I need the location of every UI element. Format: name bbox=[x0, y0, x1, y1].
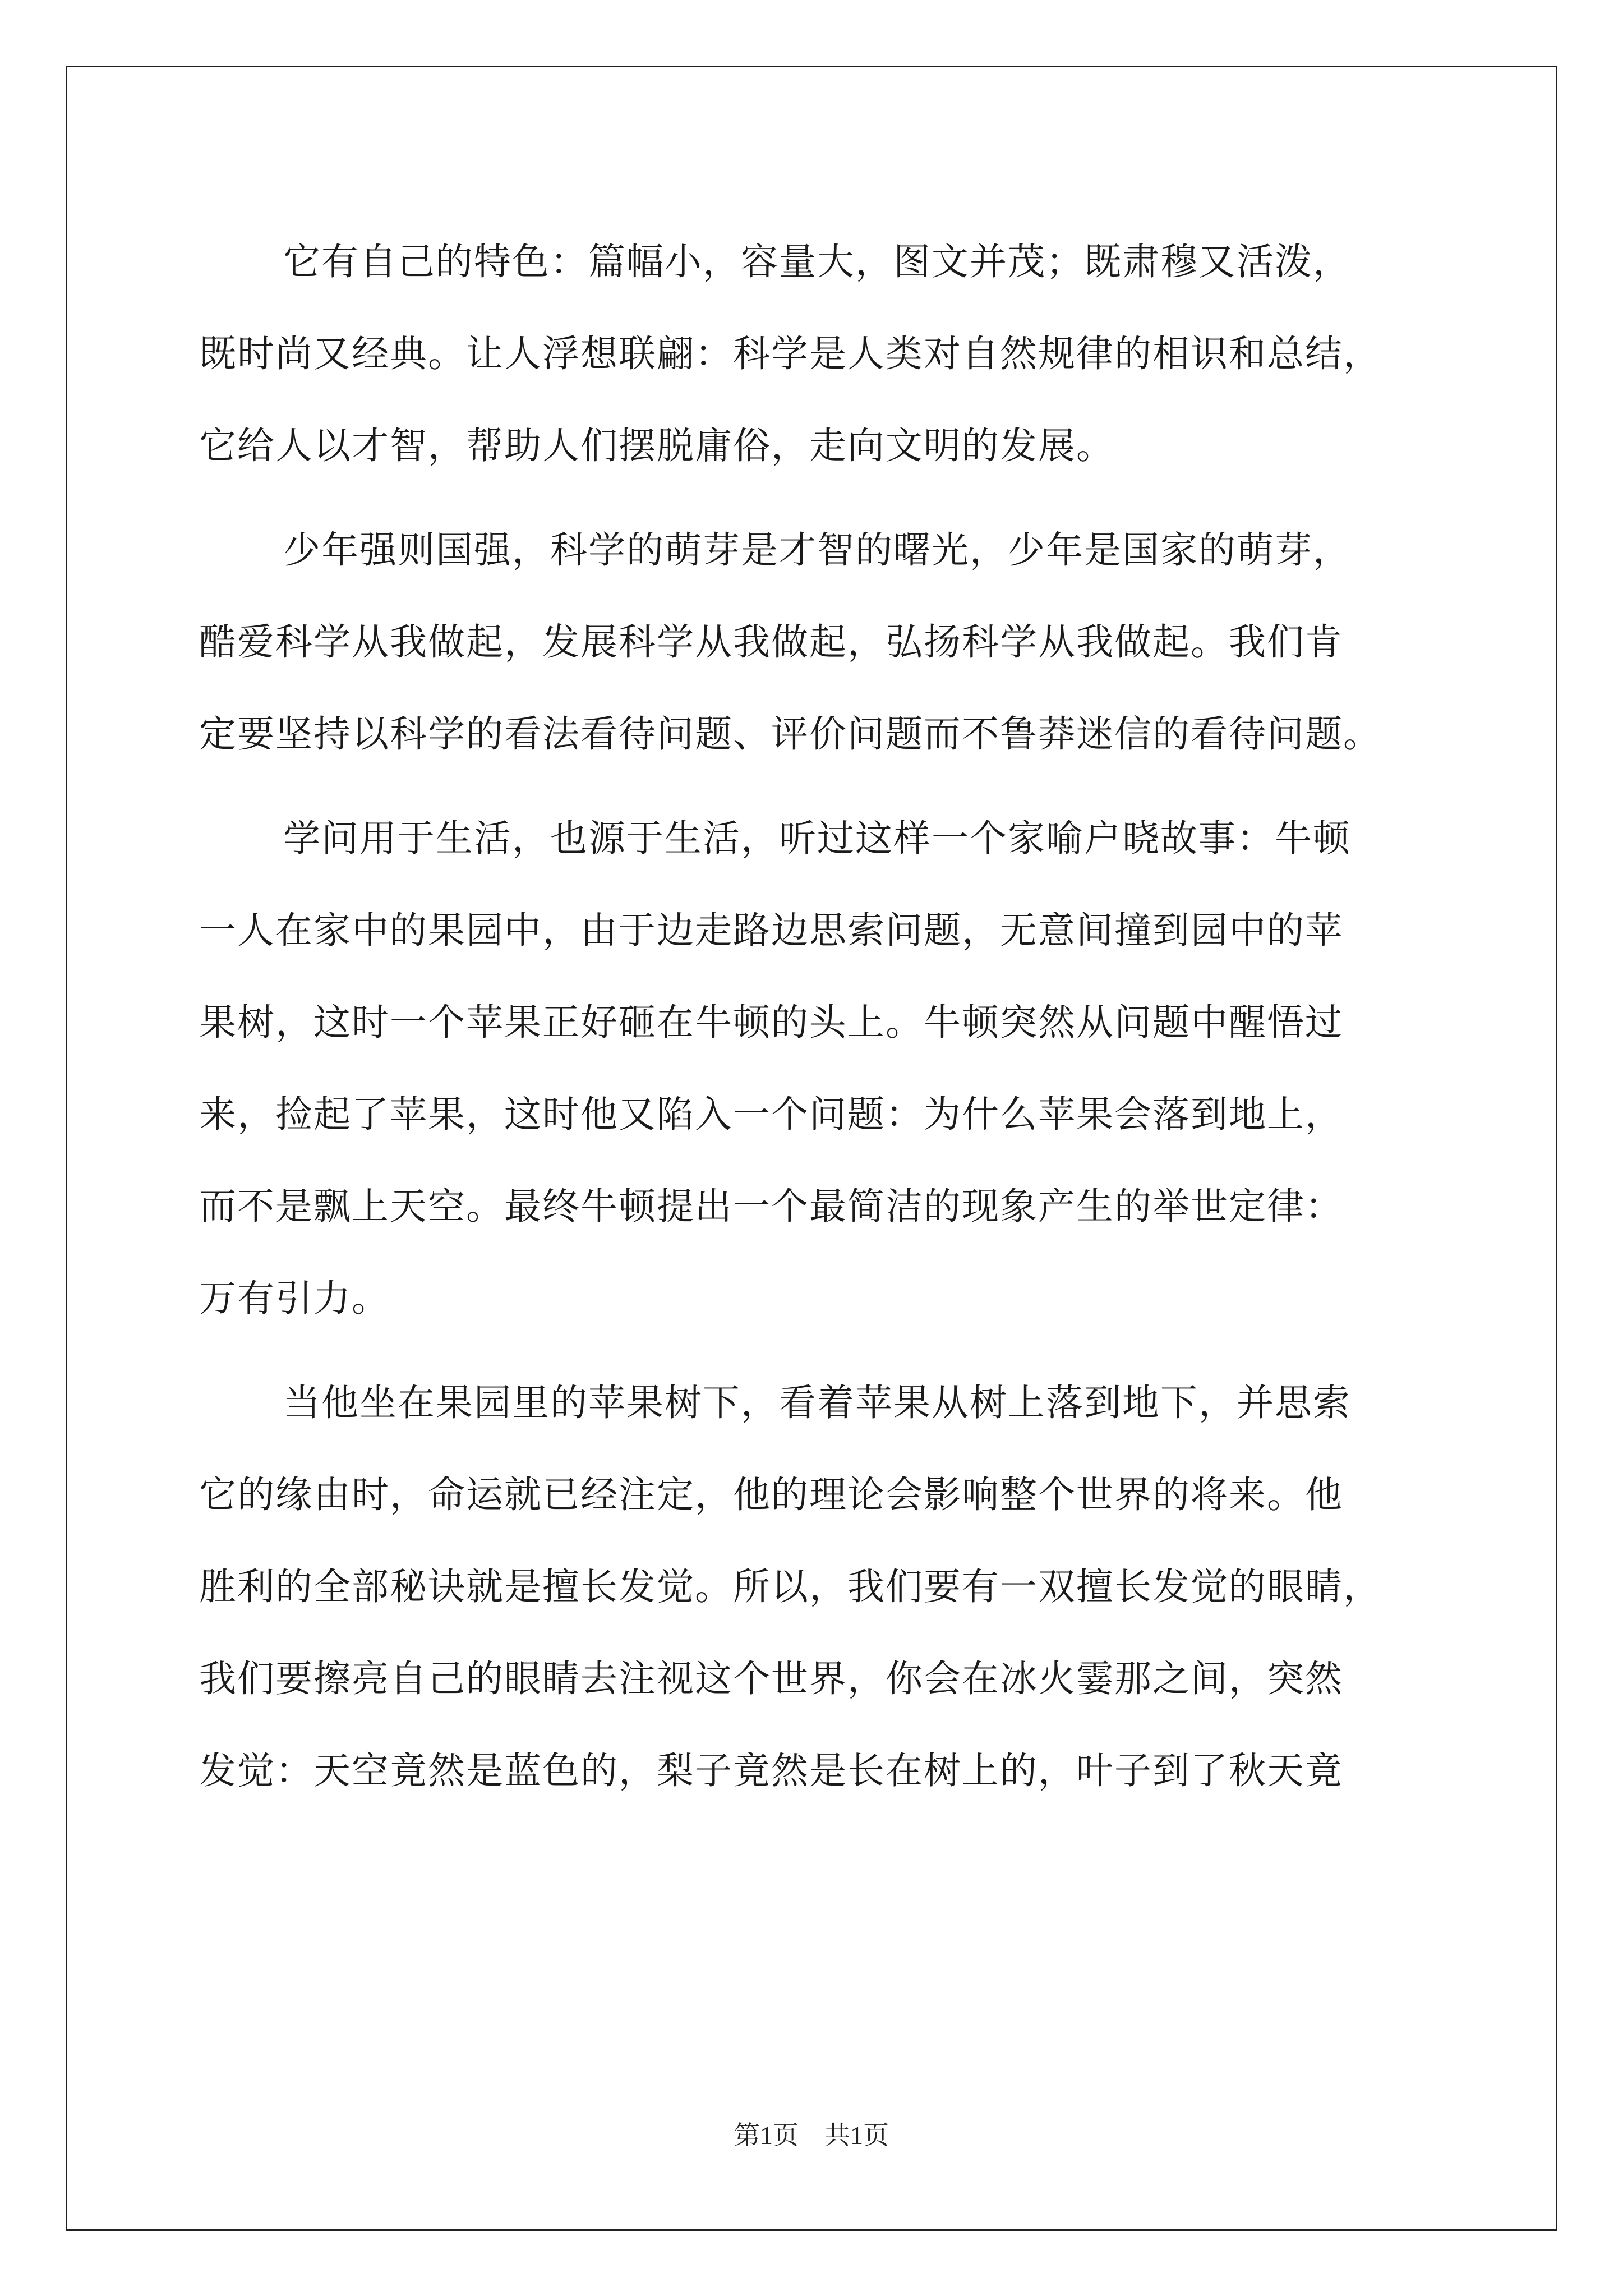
text-line: 来，捡起了苹果，这时他又陷入一个问题：为什么苹果会落到地上， bbox=[199, 1093, 1343, 1136]
text-line: 既时尚又经典。让人浮想联翩：科学是人类对自然规律的相识和总结， bbox=[199, 332, 1381, 375]
page-number-footer: 第1页 共1页 bbox=[734, 2121, 889, 2150]
text-line: 它的缘由时，命运就已经注定，他的理论会影响整个世界的将来。他 bbox=[199, 1473, 1343, 1516]
text-line: 酷爱科学从我做起，发展科学从我做起，弘扬科学从我做起。我们肯 bbox=[199, 620, 1343, 664]
paragraph bbox=[199, 1357, 1444, 1817]
text-line: 万有引力。 bbox=[199, 1277, 390, 1320]
paragraph bbox=[199, 216, 1444, 492]
text-line: 而不是飘上天空。最终牛顿提出一个最简洁的现象产生的举世定律： bbox=[199, 1185, 1343, 1228]
text-line: 当他坐在果园里的苹果树下，看着苹果从树上落到地下，并思索 bbox=[283, 1381, 1351, 1424]
text-line: 胜利的全部秘诀就是擅长发觉。所以，我们要有一双擅长发觉的眼睛， bbox=[199, 1565, 1381, 1608]
text-line: 发觉：天空竟然是蓝色的，梨子竟然是长在树上的，叶子到了秋天竟 bbox=[199, 1749, 1343, 1792]
text-line: 我们要擦亮自己的眼睛去注视这个世界，你会在冰火霎那之间，突然 bbox=[199, 1657, 1343, 1700]
text-line: 一人在家中的果园中，由于边走路边思索问题，无意间撞到园中的苹 bbox=[199, 909, 1343, 952]
text-line: 它有自己的特色：篇幅小，容量大，图文并茂；既肃穆又活泼， bbox=[283, 240, 1351, 283]
document-body bbox=[199, 216, 1444, 1817]
text-line: 定要坚持以科学的看法看待问题、评价问题而不鲁莽迷信的看待问题。 bbox=[199, 712, 1381, 756]
text-line: 学问用于生活，也源于生活，听过这样一个家喻户晓故事：牛顿 bbox=[283, 817, 1351, 860]
paragraph bbox=[199, 504, 1444, 780]
text-line: 它给人以才智，帮助人们摆脱庸俗，走向文明的发展。 bbox=[199, 424, 1114, 467]
paragraph bbox=[199, 793, 1444, 1345]
text-line: 果树，这时一个苹果正好砸在牛顿的头上。牛顿突然从问题中醒悟过 bbox=[199, 1001, 1343, 1044]
text-line: 少年强则国强，科学的萌芽是才智的曙光，少年是国家的萌芽， bbox=[283, 528, 1351, 572]
